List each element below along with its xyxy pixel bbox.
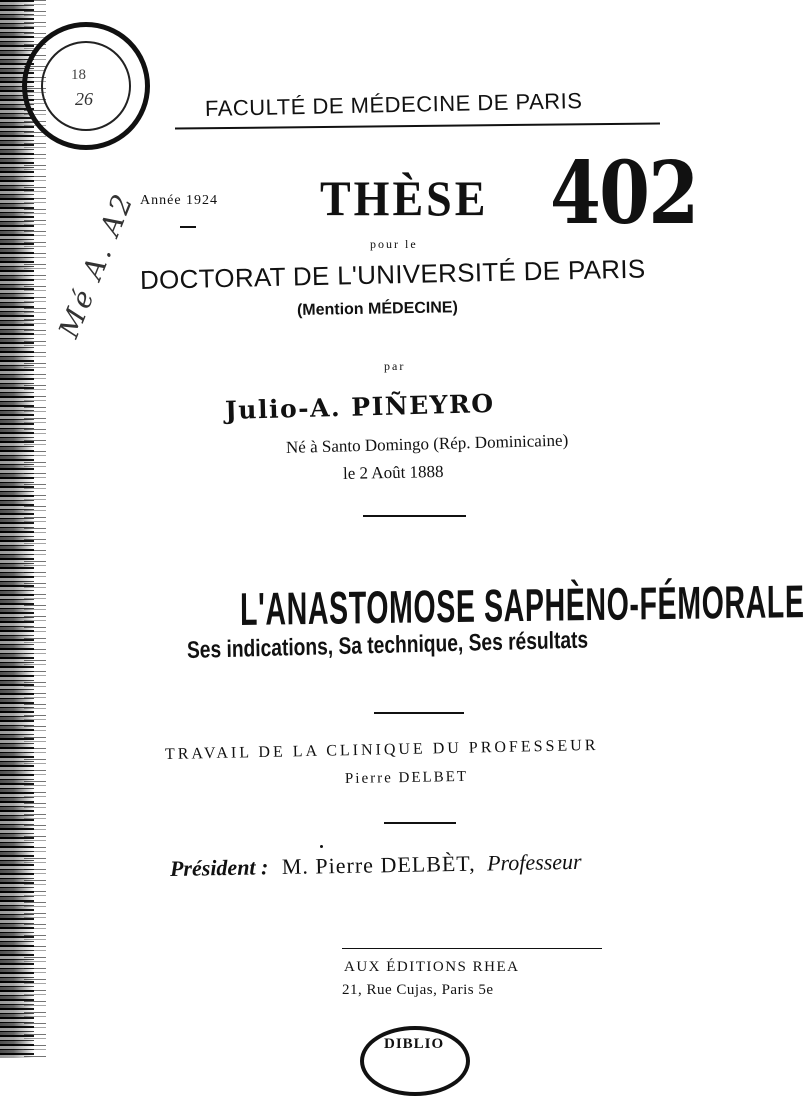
degree-heading: DOCTORAT DE L'UNIVERSITÉ DE PARIS [139,253,646,295]
clinic-line: TRAVAIL DE LA CLINIQUE DU PROFESSEUR [164,736,599,763]
separator-rule [384,822,456,824]
bottom-stamp-lettering: DIBLIO [384,1036,445,1052]
pour-le: pour le [370,237,418,251]
author-name: Julio-A. PIÑEYRO [224,388,495,425]
publisher-rule [342,948,602,949]
clinic-professor: Pierre DELBET [344,768,469,787]
publisher-name: AUX ÉDITIONS RHEA [344,959,520,975]
publisher-address: 21, Rue Cujas, Paris 5e [342,982,494,998]
handwritten-annotation: Mé A. A2 [52,187,141,343]
par-label: par [384,359,406,373]
thesis-type: THÈSE [320,170,489,227]
separator-rule [374,712,464,714]
year-dash [180,226,196,228]
header-rule [175,122,660,129]
author-birthplace: Né à Santo Domingo (Rép. Dominicaine) [285,430,569,457]
president-line [170,849,582,882]
president-name: M. Pierre DELBÈT, [281,850,476,880]
stamp-top-number: 18 [71,67,86,83]
scan-binding-shadow [24,0,46,1058]
ink-dot [320,845,323,848]
library-stamp-inner-ring [41,41,131,131]
thesis-title: L'ANASTOMOSE SAPHÈNO-FÉMORALE [239,575,805,635]
president-title: Professeur [486,848,582,876]
author-birthdate: le 2 Août 1888 [342,461,444,483]
president-label: Président : [169,854,269,881]
thesis-number: 402 [550,143,698,244]
faculty-heading: FACULTÉ DE MÉDECINE DE PARIS [204,88,583,121]
year: Année 1924 [140,193,219,208]
thesis-subtitle: Ses indications, Sa technique, Ses résultats [186,626,589,664]
library-stamp [22,22,150,150]
separator-rule [363,515,466,517]
mention: (Mention MÉDECINE) [296,299,458,319]
stamp-bottom-number: 26 [75,89,93,109]
